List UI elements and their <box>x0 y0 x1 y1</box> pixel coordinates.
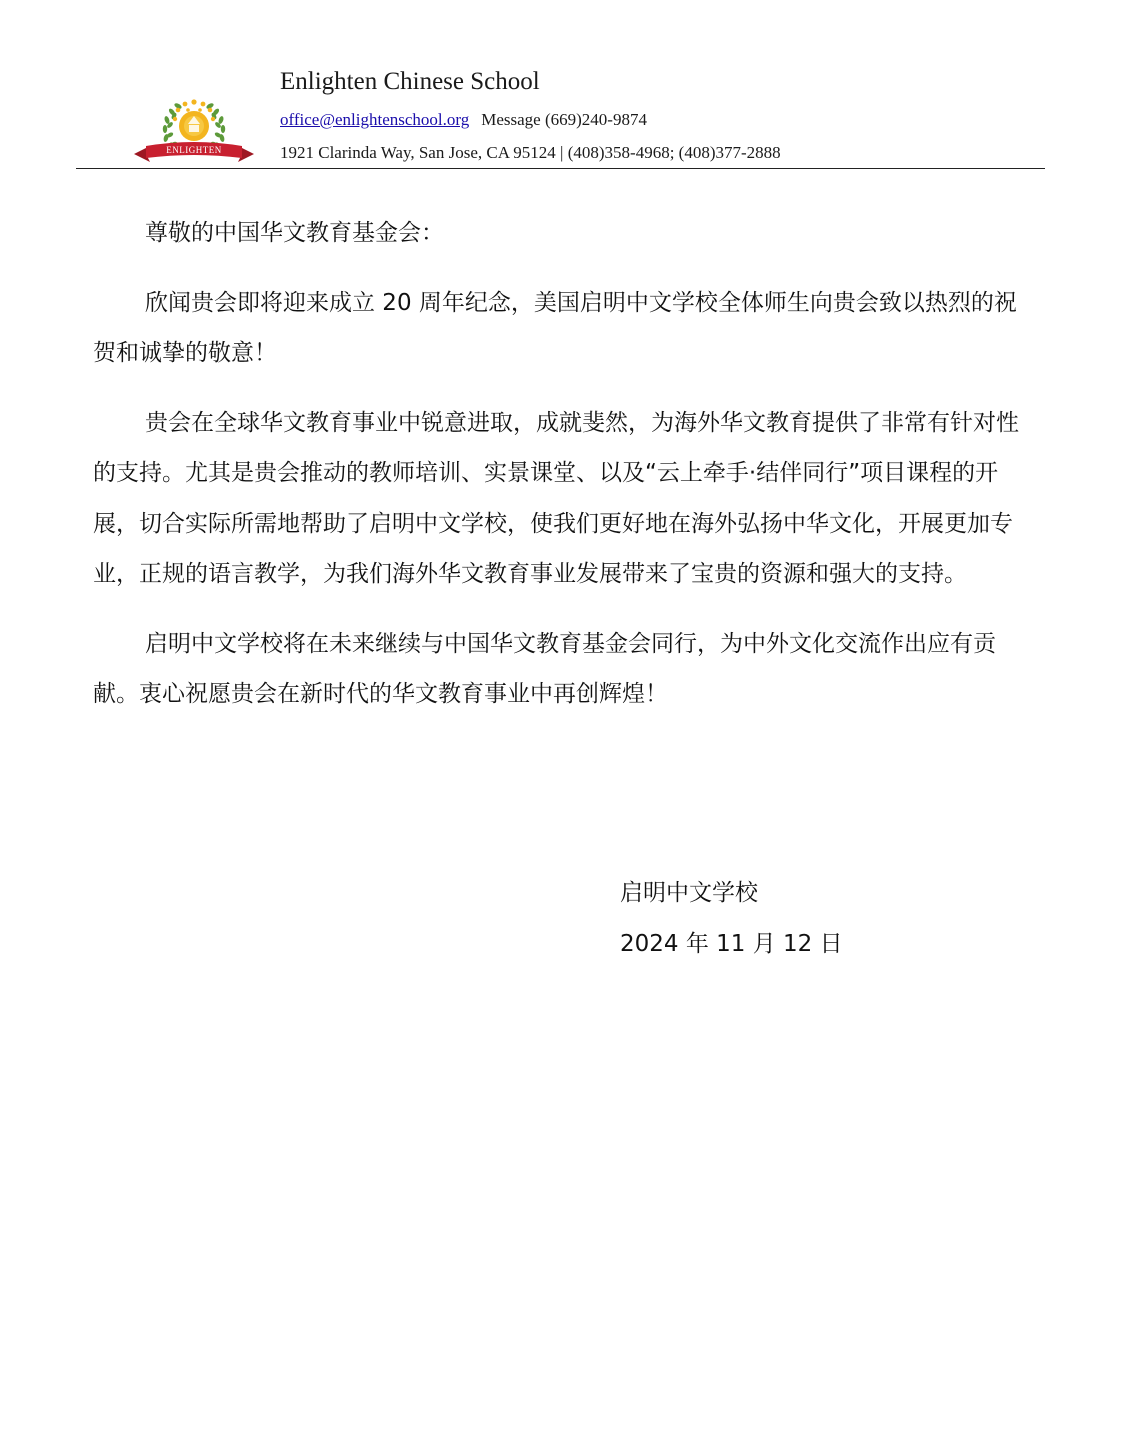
logo-banner-text: ENLIGHTEN <box>166 145 222 155</box>
paragraph-3: 启明中文学校将在未来继续与中国华文教育基金会同行，为中外文化交流作出应有贡献。衷心祝愿贵会在新时代的华文教育事业中再创辉煌！ <box>93 630 996 707</box>
paragraph-1: 欣闻贵会即将迎来成立 20 周年纪念，美国启明中文学校全体师生向贵会致以热烈的祝贺和诚挚的敬意！ <box>93 289 1017 366</box>
letterhead <box>0 0 1122 172</box>
signature-organization: 启明中文学校 <box>620 880 758 906</box>
signature-date: 2024 年 11 月 12 日 <box>620 930 843 957</box>
email-link[interactable]: office@enlightenschool.org <box>280 110 470 129</box>
letter-body <box>93 208 1033 720</box>
address-phones: 1921 Clarinda Way, San Jose, CA 95124 | (408)358-4968; (408)377-2888 <box>280 143 781 162</box>
school-logo-icon <box>132 94 256 168</box>
paragraph-2: 贵会在全球华文教育事业中锐意进取，成就斐然，为海外华文教育提供了非常有针对性的支持。尤其是贵会推动的教师培训、实景课堂、以及“云上牵手·结伴同行”项目课程的开展，切合实际所需地帮助了启明中文学校，使我们更好地在海外弘扬中华文化，开展更加专业，正规的语言教学，为我们海外华文教育事业发展带来了宝贵的资源和强大的支持。 <box>93 409 1019 587</box>
school-name: Enlighten Chinese School <box>280 68 540 95</box>
message-phone: Message (669)240-9874 <box>481 110 647 129</box>
signature-block <box>620 868 843 969</box>
contact-line-email-message <box>280 110 647 130</box>
header-divider <box>76 168 1045 169</box>
salutation: 尊敬的中国华文教育基金会： <box>145 220 444 246</box>
